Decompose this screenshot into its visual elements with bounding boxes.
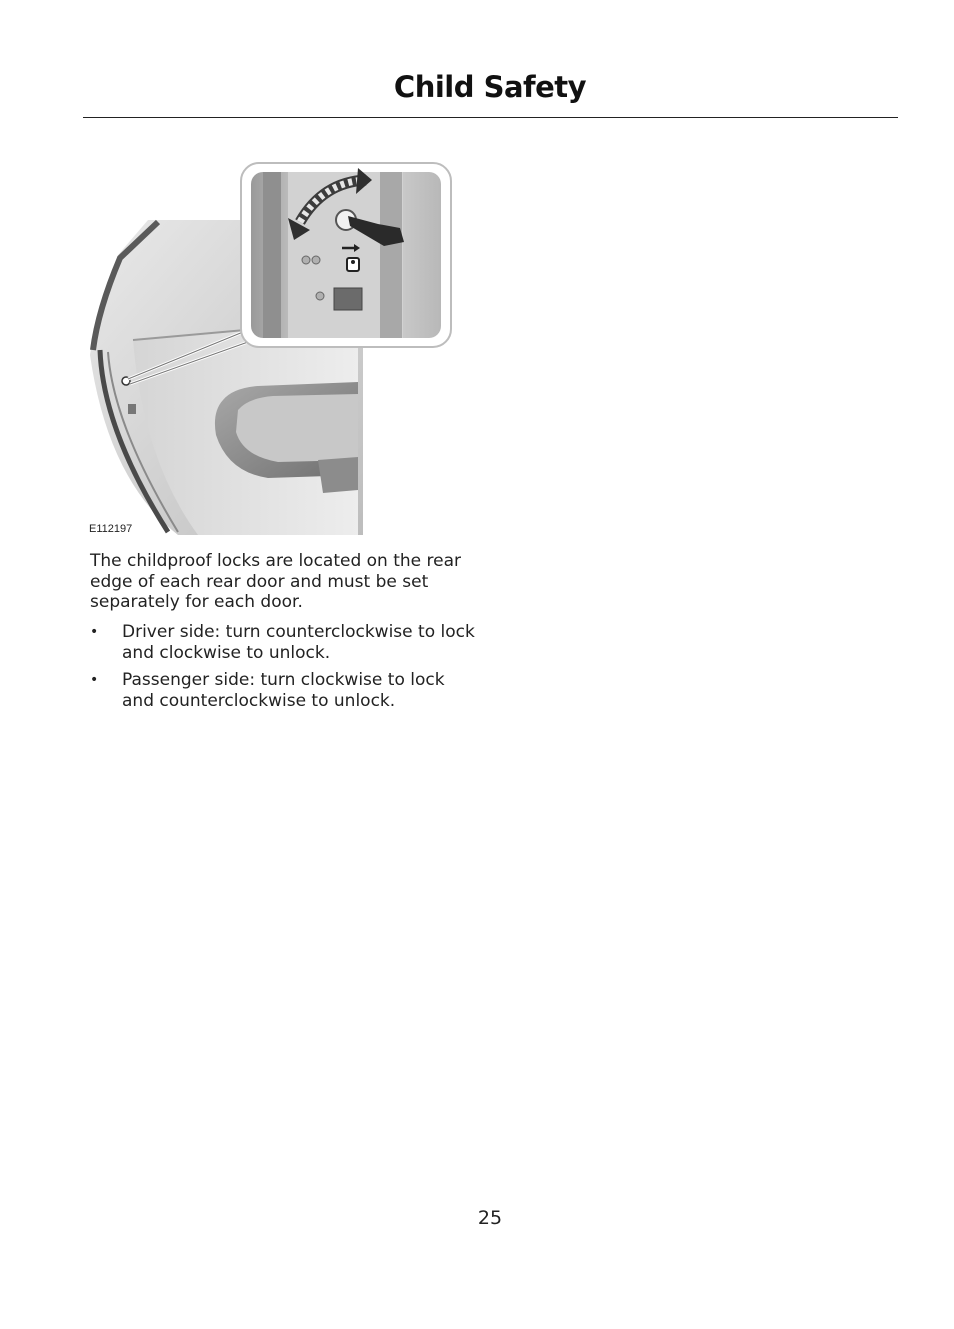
bullet-icon: • [90,624,99,640]
list-item-text: Driver side: turn counterclockwise to lock and clockwise to unlock. [122,622,475,663]
page-number: 25 [477,1207,503,1229]
intro-paragraph: The childproof locks are located on the rear edge of each rear door and must be set separately for each door. [90,551,462,612]
page-title: Child Safety [393,70,587,104]
list-item [90,622,480,663]
child-lock-illustration [88,160,458,540]
title-divider [83,117,898,118]
figure-code: E112197 [89,523,133,535]
instruction-list [90,622,480,718]
door-child-lock-icon [88,160,458,540]
bullet-icon: • [90,672,99,688]
list-item-text: Passenger side: turn clockwise to lock and counterclockwise to unlock. [122,670,445,711]
list-item [90,670,480,711]
